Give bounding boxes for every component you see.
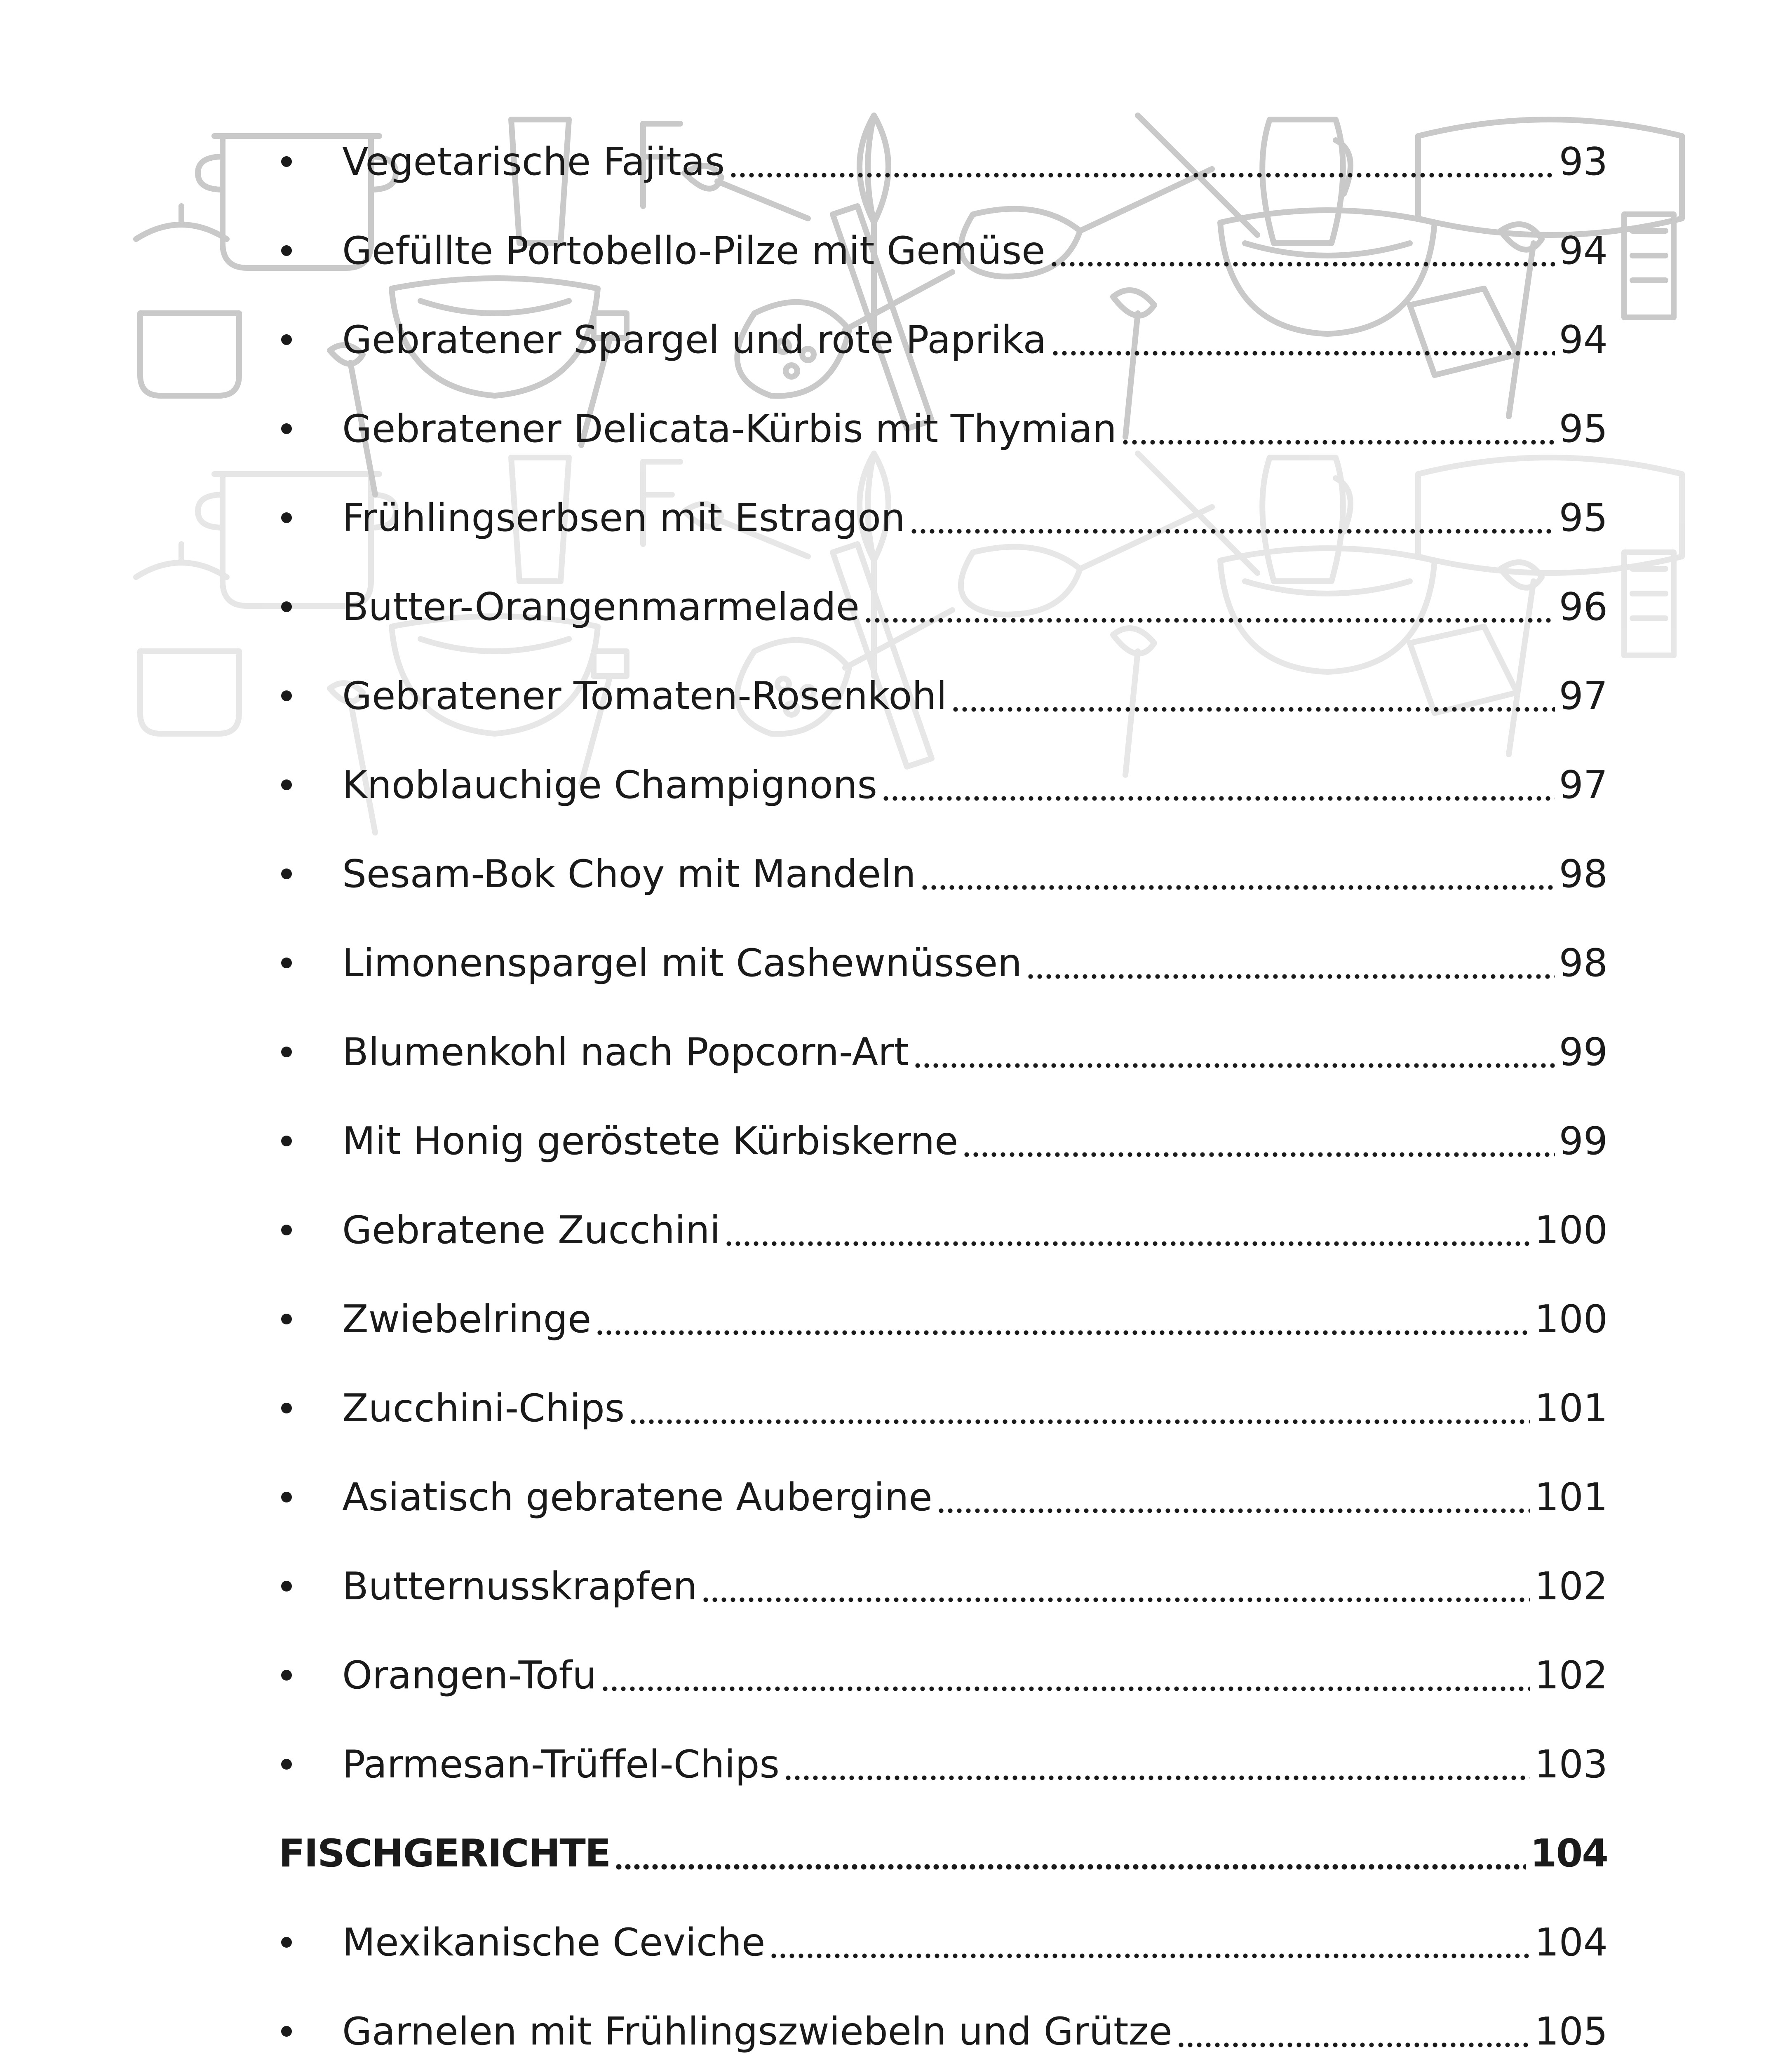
bullet-icon xyxy=(281,869,292,879)
dot-leader xyxy=(614,1834,1526,1873)
toc-entry-page-number: 98 xyxy=(1559,940,1608,985)
dot-leader xyxy=(601,1656,1530,1695)
dot-leader xyxy=(962,1122,1555,1160)
bullet-icon xyxy=(281,1581,292,1592)
toc-entry[interactable] xyxy=(280,655,1608,737)
bullet-icon xyxy=(281,334,292,345)
toc-entry[interactable] xyxy=(280,566,1608,648)
bullet-icon xyxy=(281,512,292,523)
toc-entry-page-number: 94 xyxy=(1559,317,1608,362)
toc-entry-page-number: 96 xyxy=(1559,584,1608,629)
bullet-icon xyxy=(281,601,292,612)
toc-entry[interactable] xyxy=(280,1011,1608,1093)
toc-entry-title: Mexikanische Ceviche xyxy=(342,1920,766,1965)
toc-entry-title: Gebratener Tomaten-Rosenkohl xyxy=(342,673,947,718)
toc-entry-title: Butter-Orangenmarmelade xyxy=(342,584,860,629)
toc-entry-title: Parmesan-Trüffel-Chips xyxy=(342,1742,780,1786)
toc-entry-page-number: 97 xyxy=(1559,762,1608,807)
toc-entry-title: Vegetarische Fajitas xyxy=(342,139,725,184)
bullet-icon xyxy=(281,1492,292,1502)
dot-leader xyxy=(784,1745,1531,1784)
toc-entry[interactable] xyxy=(280,1100,1608,1182)
bullet-icon xyxy=(281,1937,292,1948)
dot-leader xyxy=(913,1033,1555,1071)
toc-entry-page-number: 95 xyxy=(1559,406,1608,451)
toc-entry[interactable] xyxy=(280,1901,1608,1984)
toc-entry[interactable] xyxy=(280,1723,1608,1805)
toc-entry-title: Gebratene Zucchini xyxy=(342,1207,721,1252)
dot-leader xyxy=(937,1478,1531,1516)
toc-entry-page-number: 100 xyxy=(1534,1207,1608,1252)
toc-entry-page-number: 94 xyxy=(1559,228,1608,273)
toc-entry-title: Frühlingserbsen mit Estragon xyxy=(342,495,905,540)
toc-entry-title: Knoblauchige Champignons xyxy=(342,762,877,807)
dot-leader xyxy=(920,855,1555,893)
bullet-icon xyxy=(281,1047,292,1057)
toc-entry[interactable] xyxy=(280,477,1608,559)
toc-entry-title: Zwiebelringe xyxy=(342,1296,592,1341)
toc-entry-page-number: 105 xyxy=(1534,2009,1608,2054)
toc-entry-page-number: 102 xyxy=(1534,1563,1608,1608)
toc-entry-page-number: 100 xyxy=(1534,1296,1608,1341)
toc-entry-title: Asiatisch gebratene Aubergine xyxy=(342,1474,932,1519)
toc-entry-page-number: 104 xyxy=(1534,1920,1608,1965)
dot-leader xyxy=(881,766,1555,804)
dot-leader xyxy=(909,499,1555,537)
dot-leader xyxy=(1121,410,1555,448)
bullet-icon xyxy=(281,2026,292,2037)
toc-entry[interactable] xyxy=(280,1456,1608,1538)
toc-entry[interactable] xyxy=(280,1634,1608,1716)
bullet-icon xyxy=(281,1403,292,1413)
toc-entry-page-number: 102 xyxy=(1534,1653,1608,1697)
toc-entry[interactable] xyxy=(280,1278,1608,1360)
dot-leader xyxy=(729,143,1555,181)
bullet-icon xyxy=(281,690,292,701)
dot-leader xyxy=(1050,232,1555,270)
toc-entry[interactable] xyxy=(280,1990,1608,2061)
dot-leader xyxy=(701,1567,1530,1606)
toc-entry[interactable] xyxy=(280,922,1608,1004)
toc-entry-page-number: 95 xyxy=(1559,495,1608,540)
bullet-icon xyxy=(281,245,292,256)
bullet-icon xyxy=(281,1314,292,1324)
dot-leader xyxy=(1177,2012,1531,2051)
toc-entry-title: Zucchini-Chips xyxy=(342,1385,625,1430)
bullet-icon xyxy=(281,779,292,790)
toc-entry-title: Garnelen mit Frühlingszwiebeln und Grütze xyxy=(342,2009,1172,2054)
toc-entry[interactable] xyxy=(280,1545,1608,1627)
toc-entry[interactable] xyxy=(280,387,1608,470)
toc-entry[interactable] xyxy=(280,744,1608,826)
bullet-icon xyxy=(281,156,292,167)
toc-entry-page-number: 97 xyxy=(1559,673,1608,718)
dot-leader xyxy=(1026,944,1555,982)
bullet-icon xyxy=(281,1670,292,1681)
bullet-icon xyxy=(281,1225,292,1235)
toc-entry-title: FISCHGERICHTE xyxy=(279,1831,611,1876)
dot-leader xyxy=(629,1389,1530,1427)
dot-leader xyxy=(724,1211,1530,1249)
toc-entry-title: Gebratener Delicata-Kürbis mit Thymian xyxy=(342,406,1117,451)
bullet-icon xyxy=(281,958,292,968)
toc-entry[interactable] xyxy=(280,209,1608,292)
bullet-icon xyxy=(281,423,292,434)
toc-entry[interactable] xyxy=(280,833,1608,915)
toc-entry-title: Limonenspargel mit Cashewnüssen xyxy=(342,940,1022,985)
bullet-icon xyxy=(281,1759,292,1770)
toc-entry-title: Blumenkohl nach Popcorn-Art xyxy=(342,1029,909,1074)
dot-leader xyxy=(1051,321,1555,359)
dot-leader xyxy=(951,677,1555,715)
toc-entry-page-number: 93 xyxy=(1559,139,1608,184)
toc-entry-title: Butternusskrapfen xyxy=(342,1563,698,1608)
toc-entry-title: Gefüllte Portobello-Pilze mit Gemüse xyxy=(342,228,1045,273)
toc-entry-title: Gebratener Spargel und rote Paprika xyxy=(342,317,1047,362)
toc-entry[interactable] xyxy=(280,120,1608,203)
toc-entry-page-number: 99 xyxy=(1559,1029,1608,1074)
toc-entry-title: Orangen-Tofu xyxy=(342,1653,597,1697)
bullet-icon xyxy=(281,1136,292,1146)
toc-section-heading[interactable] xyxy=(279,1812,1608,1894)
toc-entry-page-number: 101 xyxy=(1534,1385,1608,1430)
toc-entry[interactable] xyxy=(280,298,1608,381)
toc-entry-page-number: 98 xyxy=(1559,851,1608,896)
toc-entry-page-number: 99 xyxy=(1559,1118,1608,1163)
dot-leader xyxy=(595,1300,1530,1338)
toc-entry-page-number: 103 xyxy=(1534,1742,1608,1786)
toc-entry-page-number: 101 xyxy=(1534,1474,1608,1519)
toc-entry-title: Sesam-Bok Choy mit Mandeln xyxy=(342,851,916,896)
dot-leader xyxy=(769,1923,1530,1962)
toc-entry-title: Mit Honig geröstete Kürbiskerne xyxy=(342,1118,958,1163)
dot-leader xyxy=(864,588,1555,626)
toc-entry-page-number: 104 xyxy=(1530,1831,1608,1876)
toc-entry[interactable] xyxy=(280,1367,1608,1449)
toc-entry[interactable] xyxy=(280,1189,1608,1271)
